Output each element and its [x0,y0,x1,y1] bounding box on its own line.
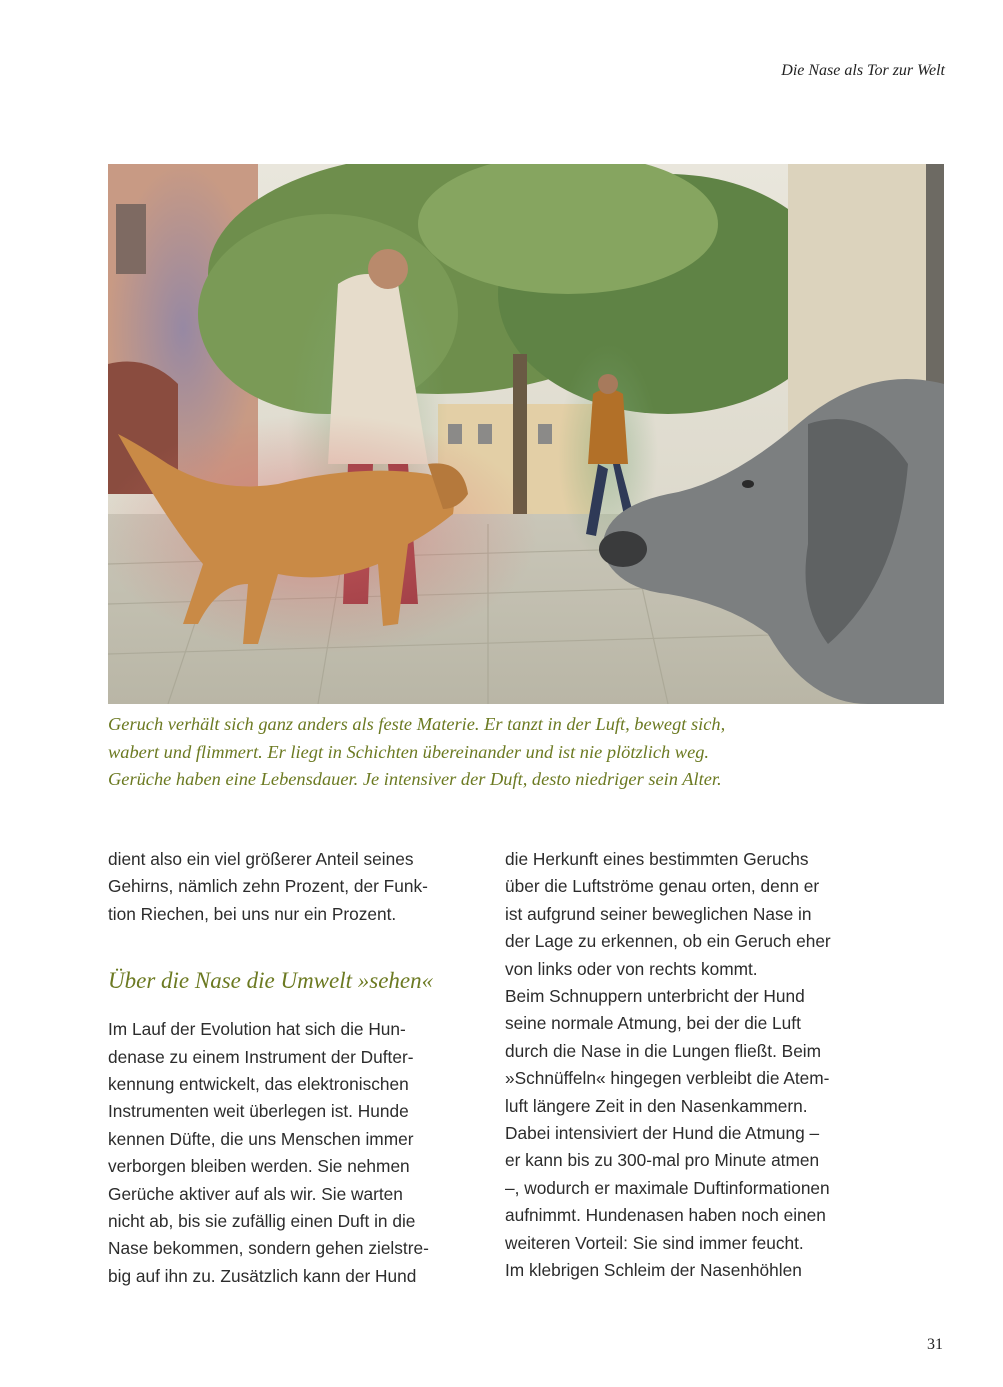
body-line: –, wodurch er maximale Duftinformationen [505,1177,830,1198]
illustration-dogs-in-town-square [108,164,944,704]
body-line: seine normale Atmung, bei der die Luft [505,1013,801,1034]
body-line: Beim Schnuppern unterbricht der Hund [505,986,805,1007]
text-column-left [108,846,480,1290]
body-line: dient also ein viel größerer Anteil seines [108,849,414,869]
body-line: weiteren Vorteil: Sie sind immer feucht. [505,1232,804,1253]
body-line: ist aufgrund seiner beweglichen Nase in [505,903,812,924]
caption-line: Geruch verhält sich ganz anders als feste Materie. Er tanzt in der Luft, bewegt sich, [108,714,726,734]
body-line: Gerüche aktiver auf als wir. Sie warten [108,1183,403,1204]
running-title: Die Nase als Tor zur Welt [781,62,945,79]
body-line: Gehirns, nämlich zehn Prozent, der Funk- [108,876,428,897]
body-line: verborgen bleiben werden. Sie nehmen [108,1156,410,1177]
body-line: nicht ab, bis sie zufällig einen Duft in die [108,1211,416,1232]
body-line: Instrumenten weit überlegen ist. Hunde [108,1101,409,1122]
body-line: »Schnüffeln« hingegen verbleibt die Atem- [505,1068,830,1089]
body-line: durch die Nase in die Lungen fließt. Beim [505,1040,822,1061]
body-line: von links oder von rechts kommt. [505,958,758,979]
body-line: denase zu einem Instrument der Dufter- [108,1046,414,1067]
figure-caption [108,711,908,794]
body-line: tion Riechen, bei uns nur ein Prozent. [108,903,397,924]
body-line: er kann bis zu 300-mal pro Minute atmen [505,1150,820,1171]
body-line: über die Luftströme genau orten, denn er [505,876,820,897]
body-line: Im klebrigen Schleim der Nasenhöhlen [505,1260,802,1281]
watercolor-scene [108,164,944,704]
body-line: Dabei intensiviert der Hund die Atmung – [505,1123,820,1144]
caption-line: wabert und flimmert. Er liegt in Schichten übereinander und ist nie plötzlich weg. [108,741,710,762]
caption-line: Gerüche haben eine Lebensdauer. Je intensiver der Duft, desto niedriger sein Alter. [108,769,722,789]
body-line: Im Lauf der Evolution hat sich die Hun- [108,1019,406,1040]
body-line: Nase bekommen, sondern gehen zielstre- [108,1238,429,1259]
body-line: der Lage zu erkennen, ob ein Geruch eher [505,931,831,952]
body-line: big auf ihn zu. Zusätzlich kann der Hund [108,1265,417,1286]
body-line: kennung entwickelt, das elektronischen [108,1074,409,1095]
body-line: luft längere Zeit in den Nasenkammern. [505,1095,808,1116]
body-line: aufnimmt. Hundenasen haben noch einen [505,1205,826,1226]
section-subheading: Über die Nase die Umwelt »sehen« [108,968,434,994]
text-column-right [505,846,877,1285]
body-line: die Herkunft eines bestimmten Geruchs [505,849,809,869]
body-line: kennen Düfte, die uns Menschen immer [108,1128,414,1149]
page-number: 31 [927,1336,943,1353]
